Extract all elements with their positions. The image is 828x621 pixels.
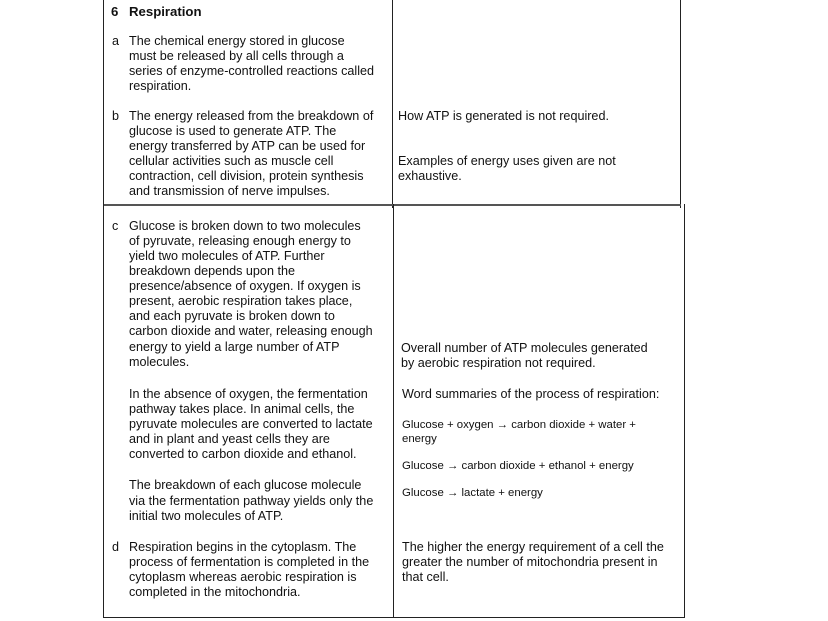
item-b-line: cellular activities such as muscle cell xyxy=(129,154,334,168)
right-border-bottom xyxy=(684,204,685,618)
note-atp-generation: How ATP is generated is not required. xyxy=(398,109,609,123)
item-label-d: d xyxy=(112,540,120,554)
item-c-line: Glucose is broken down to two molecules xyxy=(129,219,361,233)
item-b-line: glucose is used to generate ATP. The xyxy=(129,124,337,138)
item-d-line: process of fermentation is completed in the xyxy=(129,555,370,569)
item-a-line: The chemical energy stored in glucose xyxy=(129,34,345,48)
item-d-line: cytoplasm whereas aerobic respiration is xyxy=(129,570,357,584)
equation-aerobic: energy xyxy=(402,433,437,445)
fermentation-yield-line: initial two molecules of ATP. xyxy=(129,509,284,523)
note-atp-count: by aerobic respiration not required. xyxy=(401,356,596,370)
item-c-line: molecules. xyxy=(129,355,190,369)
note-energy-uses: exhaustive. xyxy=(398,169,462,183)
item-d-line: Respiration begins in the cytoplasm. The xyxy=(129,540,357,554)
equation-animal: Glucose → lactate + energy xyxy=(402,487,543,499)
note-energy-uses: Examples of energy uses given are not xyxy=(398,154,616,168)
section-number: 6 xyxy=(111,4,119,19)
item-c-line: energy to yield a large number of ATP xyxy=(129,340,340,354)
left-border-top xyxy=(103,0,104,208)
item-label-b: b xyxy=(112,109,120,123)
item-d-line: completed in the mitochondria. xyxy=(129,585,301,599)
table-bottom-rule xyxy=(103,617,685,618)
fermentation-line: pathway takes place. In animal cells, the xyxy=(129,402,355,416)
item-b-line: and transmission of nerve impulses. xyxy=(129,184,330,198)
note-mitochondria: The higher the energy requirement of a cell the xyxy=(402,540,664,554)
fermentation-line: converted to carbon dioxide and ethanol. xyxy=(129,447,357,461)
fermentation-line: pyruvate molecules are converted to lactate xyxy=(129,417,373,431)
column-divider-bottom xyxy=(393,204,394,618)
item-c-line: yield two molecules of ATP. Further xyxy=(129,249,325,263)
item-a-line: must be released by all cells through a xyxy=(129,49,344,63)
fermentation-line: and in plant and yeast cells they are xyxy=(129,432,330,446)
column-divider-top xyxy=(392,0,393,208)
equation-aerobic: Glucose + oxygen → carbon dioxide + water + xyxy=(402,419,636,431)
item-b-line: contraction, cell division, protein synthesis xyxy=(129,169,364,183)
fermentation-yield-line: via the fermentation pathway yields only the xyxy=(129,494,374,508)
item-c-line: presence/absence of oxygen. If oxygen is xyxy=(129,279,361,293)
section-separator xyxy=(103,204,681,206)
item-c-line: of pyruvate, releasing enough energy to xyxy=(129,234,351,248)
note-mitochondria: greater the number of mitochondria present in xyxy=(402,555,658,569)
item-b-line: The energy released from the breakdown of xyxy=(129,109,374,123)
fermentation-line: In the absence of oxygen, the fermentation xyxy=(129,387,368,401)
section-title: Respiration xyxy=(129,4,202,19)
item-b-line: energy transferred by ATP can be used for xyxy=(129,139,366,153)
right-border-top xyxy=(680,0,681,208)
item-label-c: c xyxy=(112,219,119,233)
note-atp-count: Overall number of ATP molecules generated xyxy=(401,341,648,355)
note-mitochondria: that cell. xyxy=(402,570,449,584)
left-border-bottom xyxy=(103,204,104,618)
item-c-line: and each pyruvate is broken down to xyxy=(129,309,335,323)
item-c-line: carbon dioxide and water, releasing enough xyxy=(129,324,373,338)
item-c-line: present, aerobic respiration takes place, xyxy=(129,294,353,308)
item-a-line: series of enzyme-controlled reactions called xyxy=(129,64,374,78)
item-label-a: a xyxy=(112,34,120,48)
note-word-summaries: Word summaries of the process of respiration: xyxy=(402,387,660,401)
item-c-line: breakdown depends upon the xyxy=(129,264,295,278)
equation-plant-yeast: Glucose → carbon dioxide + ethanol + energy xyxy=(402,460,634,472)
fermentation-yield-line: The breakdown of each glucose molecule xyxy=(129,478,362,492)
item-a-line: respiration. xyxy=(129,79,192,93)
